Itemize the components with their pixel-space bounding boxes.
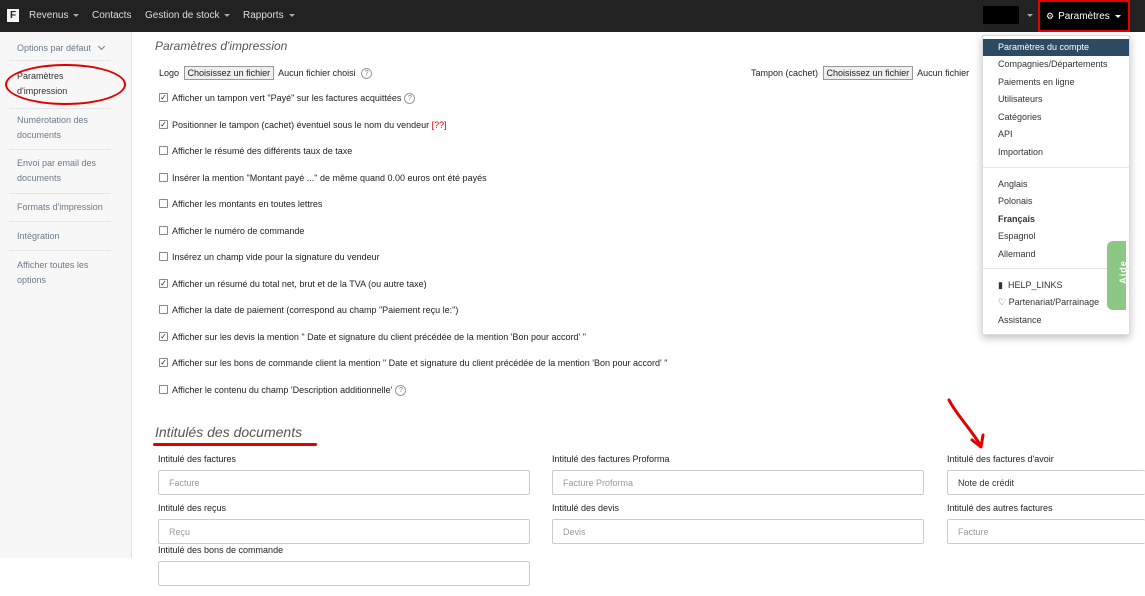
menu-divider [983, 167, 1129, 168]
menu-item-partenariat[interactable]: ♡ Partenariat/Parrainage [998, 297, 1100, 307]
help-tab[interactable]: Aide [1107, 241, 1126, 310]
checkbox[interactable]: ✓ [160, 93, 167, 103]
input-recus[interactable] [158, 519, 530, 544]
menu-item-espagnol[interactable]: Espagnol [998, 231, 1036, 241]
caret-down-icon [1115, 15, 1121, 18]
option-position-tampon[interactable]: ✓ Positionner le tampon (cachet) éventuel sous le nom du vendeur [??] [160, 120, 447, 130]
checkbox[interactable] [159, 146, 168, 155]
option-montants-lettres[interactable]: Afficher les montants en toutes lettres [159, 198, 322, 210]
option-description-additionnelle[interactable]: Afficher le contenu du champ 'Description additionnelle' ? [159, 384, 406, 396]
menu-item-francais[interactable]: Français [998, 214, 1036, 224]
menu-item-anglais[interactable]: Anglais [998, 179, 1028, 189]
checkbox[interactable]: ✓ [160, 332, 167, 342]
option-signature-vendeur[interactable]: Insérez un champ vide pour la signature du vendeur [159, 251, 380, 263]
menu-item-api[interactable]: API [998, 129, 1013, 139]
sidebar-item-numerotation[interactable]: Numérotation des documents [17, 115, 89, 140]
sidebar-item-formats[interactable]: Formats d'impression [17, 202, 103, 212]
menu-item-compagnies[interactable]: Compagnies/Départements [998, 59, 1108, 69]
annotation-arrow [944, 398, 988, 452]
top-navbar [0, 0, 1145, 32]
book-icon: ▮ [998, 280, 1003, 290]
nav-rapports[interactable]: Rapports [243, 0, 295, 32]
caret-down-icon [73, 14, 79, 17]
menu-item-allemand[interactable]: Allemand [998, 249, 1036, 259]
input-devis[interactable] [552, 519, 924, 544]
menu-item-categories[interactable]: Catégories [998, 112, 1042, 122]
checkbox[interactable]: ✓ [160, 279, 167, 289]
nav-gestion-stock[interactable]: Gestion de stock [145, 0, 230, 32]
option-bons-commande-mention[interactable]: ✓ Afficher sur les bons de commande client la mention " Date et signature du client précédée de la mention 'Bon pour accord' " [160, 358, 668, 368]
sidebar-divider [9, 60, 111, 61]
user-avatar-redacted[interactable] [983, 6, 1019, 24]
menu-item-assistance[interactable]: Assistance [998, 315, 1042, 325]
logo-file-button[interactable]: Choisissez un fichier [184, 66, 275, 80]
sidebar-item-envoi-email[interactable]: Envoi par email des documents [17, 158, 97, 183]
menu-item-help-links[interactable]: ▮ HELP_LINKS [998, 280, 1063, 290]
logo-upload-row [159, 66, 372, 80]
checkbox[interactable] [159, 199, 168, 208]
input-factures[interactable] [158, 470, 530, 495]
menu-item-utilisateurs[interactable]: Utilisateurs [998, 94, 1043, 104]
nav-revenus[interactable]: Revenus [29, 0, 79, 32]
annotation-circle [5, 64, 126, 105]
checkbox[interactable] [159, 385, 168, 394]
help-link[interactable]: [??] [431, 120, 447, 130]
option-resume-total[interactable]: ✓ Afficher un résumé du total net, brut et de la TVA (ou autre taxe) [160, 279, 427, 289]
sidebar-item-integration[interactable]: Intégration [17, 231, 60, 241]
input-autres-factures[interactable] [947, 519, 1145, 544]
stamp-upload-row [751, 66, 969, 80]
label-recus: Intitulé des reçus [158, 503, 227, 513]
input-factures-proforma[interactable] [552, 470, 924, 495]
menu-item-parametres-compte[interactable]: Paramètres du compte [983, 39, 1129, 56]
help-icon[interactable]: ? [404, 93, 415, 104]
option-devis-mention[interactable]: ✓ Afficher sur les devis la mention " Date et signature du client précédée de la mention 'Bon pour accord' " [160, 332, 586, 342]
input-bons-commande[interactable] [158, 561, 530, 586]
option-tampon-paye[interactable]: ✓ Afficher un tampon vert "Payé" sur les factures acquittées ? [159, 92, 415, 104]
menu-item-importation[interactable]: Importation [998, 147, 1044, 157]
checkbox[interactable] [159, 305, 168, 314]
chevron-down-icon [98, 43, 105, 50]
menu-item-paiements[interactable]: Paiements en ligne [998, 77, 1075, 87]
caret-down-icon [289, 14, 295, 17]
option-resume-taxes[interactable]: Afficher le résumé des différents taux de taxe [159, 145, 352, 157]
option-numero-commande[interactable]: Afficher le numéro de commande [159, 225, 304, 237]
stamp-file-status: Aucun fichier [917, 68, 970, 78]
label-factures: Intitulé des factures [158, 454, 237, 464]
nav-contacts[interactable]: Contacts [92, 10, 132, 21]
help-icon[interactable]: ? [395, 385, 406, 396]
annotation-underline [153, 443, 317, 446]
page-title: Paramètres d'impression [155, 39, 288, 53]
checkbox[interactable]: ✓ [160, 358, 167, 368]
label-factures-avoir: Intitulé des factures d'avoir [947, 454, 1054, 464]
sidebar-item-toutes-options[interactable]: Afficher toutes les options [17, 260, 89, 285]
sidebar-item-options-defaut[interactable]: Options par défaut [9, 41, 111, 56]
checkbox[interactable] [159, 252, 168, 261]
menu-item-polonais[interactable]: Polonais [998, 196, 1033, 206]
stamp-label: Tampon (cachet) [751, 68, 819, 78]
sidebar-divider [9, 149, 111, 150]
option-date-paiement[interactable]: Afficher la date de paiement (correspond au champ "Paiement reçu le:") [159, 304, 458, 316]
label-factures-proforma: Intitulé des factures Proforma [552, 454, 670, 464]
sidebar [0, 32, 132, 558]
label-devis: Intitulé des devis [552, 503, 620, 513]
logo-label: Logo [159, 68, 180, 78]
help-icon[interactable]: ? [361, 68, 372, 79]
sidebar-item-parametres-impression[interactable]: Paramètres d'impression [17, 71, 68, 96]
section-title-intitules: Intitulés des documents [155, 424, 303, 440]
checkbox[interactable] [159, 226, 168, 235]
gear-icon: ⚙ [1046, 11, 1055, 21]
user-caret-icon[interactable] [1027, 14, 1033, 17]
sidebar-divider [9, 221, 111, 222]
option-montant-paye[interactable]: Insérer la mention "Montant payé ..." de même quand 0.00 euros ont été payés [159, 172, 487, 184]
checkbox[interactable] [159, 173, 168, 182]
heart-icon: ♡ [998, 297, 1007, 307]
sidebar-divider [9, 193, 111, 194]
sidebar-divider [9, 250, 111, 251]
checkbox[interactable]: ✓ [160, 120, 167, 130]
caret-down-icon [224, 14, 230, 17]
sidebar-divider [9, 108, 111, 109]
input-factures-avoir[interactable] [947, 470, 1145, 495]
settings-menu-button[interactable]: ⚙ Paramètres [1038, 0, 1130, 32]
label-bons-commande: Intitulé des bons de commande [158, 545, 284, 555]
app-logo[interactable]: F [7, 9, 19, 22]
logo-file-status: Aucun fichier choisi [278, 68, 356, 78]
label-autres-factures: Intitulé des autres factures [947, 503, 1053, 513]
stamp-file-button[interactable]: Choisissez un fichier [823, 66, 914, 80]
